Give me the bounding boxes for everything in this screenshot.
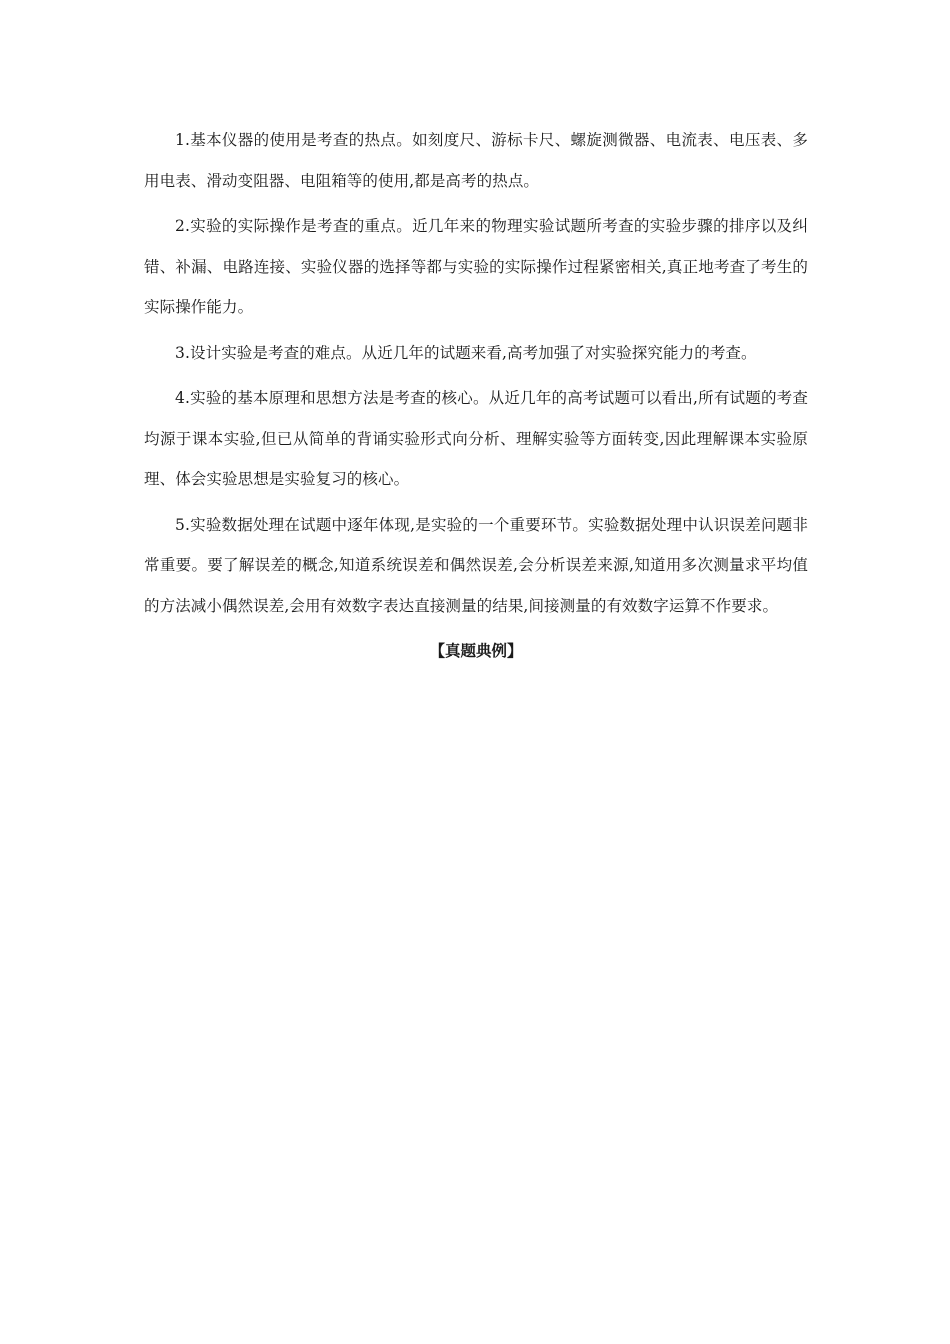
section-heading: 【真题典例】: [429, 641, 523, 660]
document-body: [144, 120, 808, 671]
paragraph-2: 2.实验的实际操作是考查的重点。近几年来的物理实验试题所考查的实验步骤的排序以及纠错、补漏、电路连接、实验仪器的选择等都与实验的实际操作过程紧密相关,真正地考查了考生的实际操作能力。: [144, 217, 808, 316]
paragraph-3: 3.设计实验是考查的难点。从近几年的试题来看,高考加强了对实验探究能力的考查。: [175, 343, 757, 362]
paragraph-4: 4.实验的基本原理和思想方法是考查的核心。从近几年的高考试题可以看出,所有试题的考查均源于课本实验,但已从简单的背诵实验形式向分析、理解实验等方面转变,因此理解课本实验原理、体会实验思想是实验复习的核心。: [144, 389, 808, 488]
paragraph-5: 5.实验数据处理在试题中逐年体现,是实验的一个重要环节。实验数据处理中认识误差问题非常重要。要了解误差的概念,知道系统误差和偶然误差,会分析误差来源,知道用多次测量求平均值的方法减小偶然误差,会用有效数字表达直接测量的结果,间接测量的有效数字运算不作要求。: [144, 515, 808, 615]
paragraph-1: 1.基本仪器的使用是考查的热点。如刻度尺、游标卡尺、螺旋测微器、电流表、电压表、多用电表、滑动变阻器、电阻箱等的使用,都是高考的热点。: [144, 131, 808, 190]
